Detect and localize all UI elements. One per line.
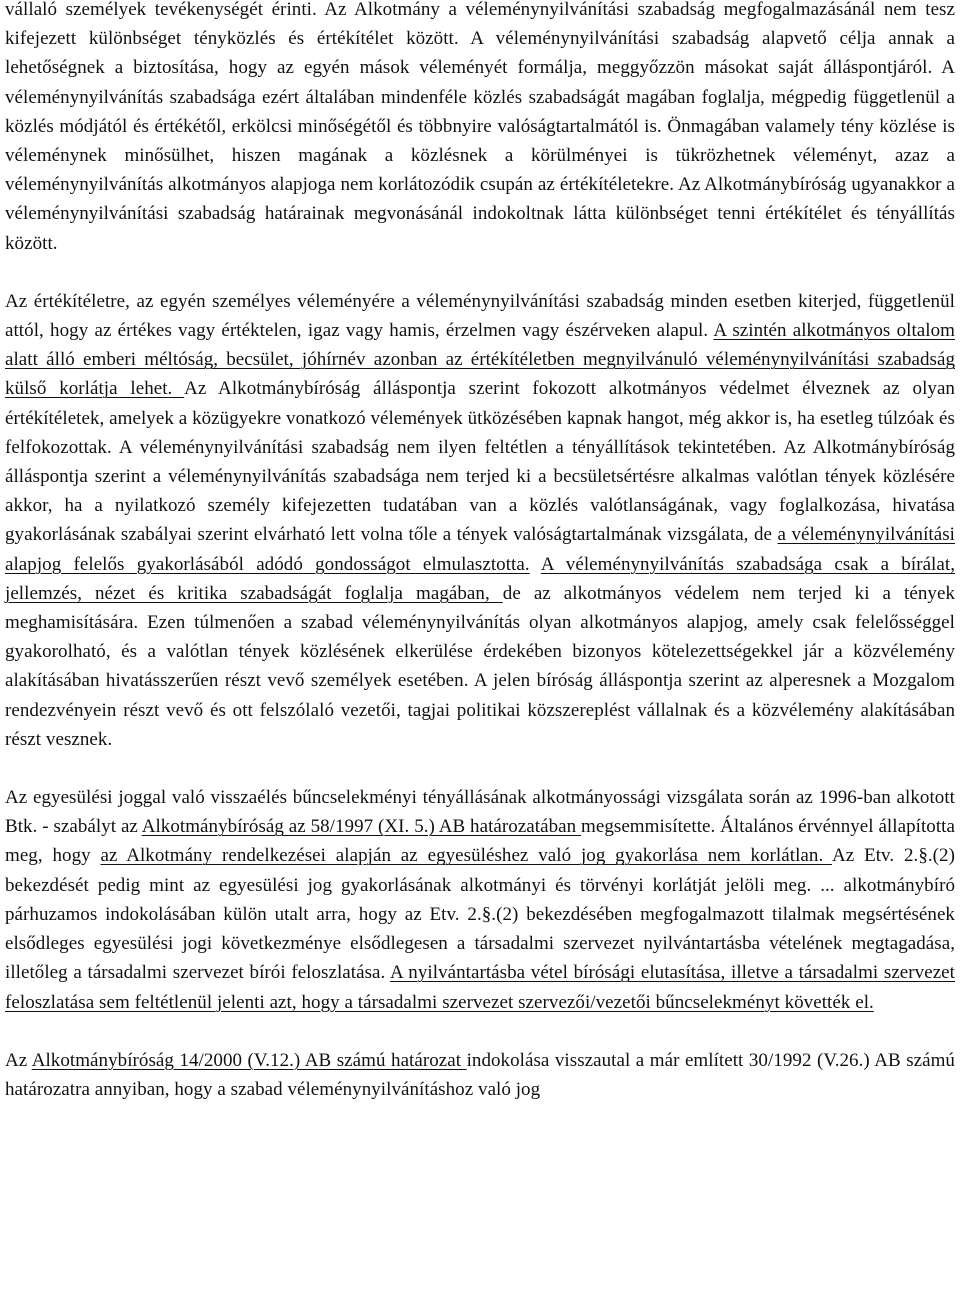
underlined-text-segment: A nyilvántartásba vétel bírósági elutasítása, illetve a társadalmi szervezet feloszlatása sem feltétlenül jelenti azt, hogy a társadalmi szervezet szervezői/vezetői bűncselekményt követték el. [5, 962, 955, 1013]
paragraph-2 [5, 287, 955, 754]
underlined-text-segment: A szintén alkotmányos oltalom alatt álló emberi méltóság, becsület, jóhírnév azonban az értékítéletben megnyilvánuló véleménynyilvánítási szabadság külső korlátja lehet. [5, 320, 955, 400]
underlined-text-segment: Alkotmánybíróság 14/2000 (V.12.) AB számú határozat [31, 1049, 467, 1071]
text-segment: indokolása visszautal a már említett 30/1992 (V.26.) AB számú határozatra annyiban, hogy a szabad véleménynyilvánításhoz való jog [5, 1049, 955, 1100]
underlined-text-segment: A véleménynyilvánítás szabadsága csak a bírálat, jellemzés, nézet és kritika szabadságát foglalja magában, [5, 553, 955, 604]
text-segment: Az Alkotmánybíróság álláspontja szerint fokozott alkotmányos védelmet élveznek az olyan értékítéletek, amelyek a közügyekre vonatkozó vélemények ütközésében kapnak hangot, még akkor is, ha esetleg túlzóak és felfokozottak. A véleménynyilvánítási szabadság nem ilyen feltétlen a tényállítások tekintetében. Az Alkotmánybíróság álláspontja szerint a véleménynyilvánítás szabadsága nem terjed ki a becsületsértésre alkalmas valótlan tények közlésére akkor, ha a nyilatkozó személy kifejezetten tudatában van a közlés valótlanságának, vagy foglalkozása, hivatása gyakorlásának szabályai szerint elvárható lett volna tőle a tények valóságtartalmának vizsgálata, de [5, 378, 955, 546]
paragraph-4 [5, 1046, 955, 1104]
paragraph-1 [5, 0, 955, 258]
text-segment: megsemmisítette. Általános érvénnyel állapította meg, hogy [5, 816, 955, 867]
text-segment: Az Etv. 2.§.(2) bekezdését pedig mint az egyesülési jog gyakorlásának alkotmányi és törvényi korlátját jelöli meg. ... alkotmánybíró párhuzamos indokolásában külön utalt arra, hogy az Etv. 2.§.(2) bekezdésében megfogalmazott tilalmak megsértésének elsődleges egyesülési jogi következménye elsődlegesen a társadalmi szervezet nyilvántartásba vételének megtagadása, illetőleg a társadalmi szervezet bírói feloszlatása. [5, 845, 955, 984]
text-segment: Az egyesülési joggal való visszaélés bűncselekményi tényállásának alkotmányossági vizsgálata során az 1996-ban alkotott Btk. - szabályt az [5, 787, 955, 838]
underlined-text-segment: az Alkotmány rendelkezései alapján az egyesüléshez való jog gyakorlása nem korlátlan. [100, 845, 832, 867]
text-segment: Az [5, 1049, 32, 1071]
text-segment: de az alkotmányos védelem nem terjed ki a tények meghamisítására. Ezen túlmenően a szabad véleménynyilvánítás olyan alkotmányos alapjog, amely csak felelősséggel gyakorolható, és a valótlan tények közlésének elkerülése érdekében bizonyos kötelezettségekkel jár a közvélemény alakításában hivatásszerűen részt vevő személyek esetében. A jelen bíróság álláspontja szerint az alperesnek a Mozgalom rendezvényein részt vevő és ott felszólaló vezetői, tagjai politikai közszereplést vállalnak és a közvélemény alakításában részt vesznek. [5, 582, 955, 750]
text-segment: vállaló személyek tevékenységét érinti. Az Alkotmány a véleménynyilvánítási szabadság megfogalmazásánál nem tesz kifejezett különbséget tényközlés és értékítélet között. A véleménynyilvánítási szabadság alapvető célja annak a lehetőségnek a biztosítása, hogy az egyén mások véleményét formálja, meggyőzzön másokat saját álláspontjáról. A véleménynyilvánítás szabadsága ezért általában mindenféle közlés szabadságát magában foglalja, mégpedig függetlenül a közlés módjától és értékétől, erkölcsi minőségétől és többnyire valóságtartalmától is. Önmagában valamely tény közlése is véleménynek minősülhet, hiszen magának a közlésnek a körülményei is tükrözhetnek véleményt, azaz a véleménynyilvánítás alkotmányos alapjoga nem korlátozódik csupán az értékítéletekre. Az Alkotmánybíróság ugyanakkor a véleménynyilvánítási szabadság határainak megvonásánál indokoltnak látta különbséget tenni értékítélet és tényállítás között. [5, 0, 955, 254]
underlined-text-segment: a véleménynyilvánítási alapjog felelős gyakorlásából adódó gondosságot elmulasztotta. [5, 524, 955, 575]
underlined-text-segment: Alkotmánybíróság az 58/1997 (XI. 5.) AB határozatában [141, 816, 582, 838]
text-segment [530, 554, 541, 575]
paragraph-3 [5, 783, 955, 1017]
text-segment: Az értékítéletre, az egyén személyes véleményére a véleménynyilvánítási szabadság minden esetben kiterjed, függetlenül attól, hogy az értékes vagy értéktelen, igaz vagy hamis, érzelmen vagy észérveken alapul. [5, 290, 955, 342]
